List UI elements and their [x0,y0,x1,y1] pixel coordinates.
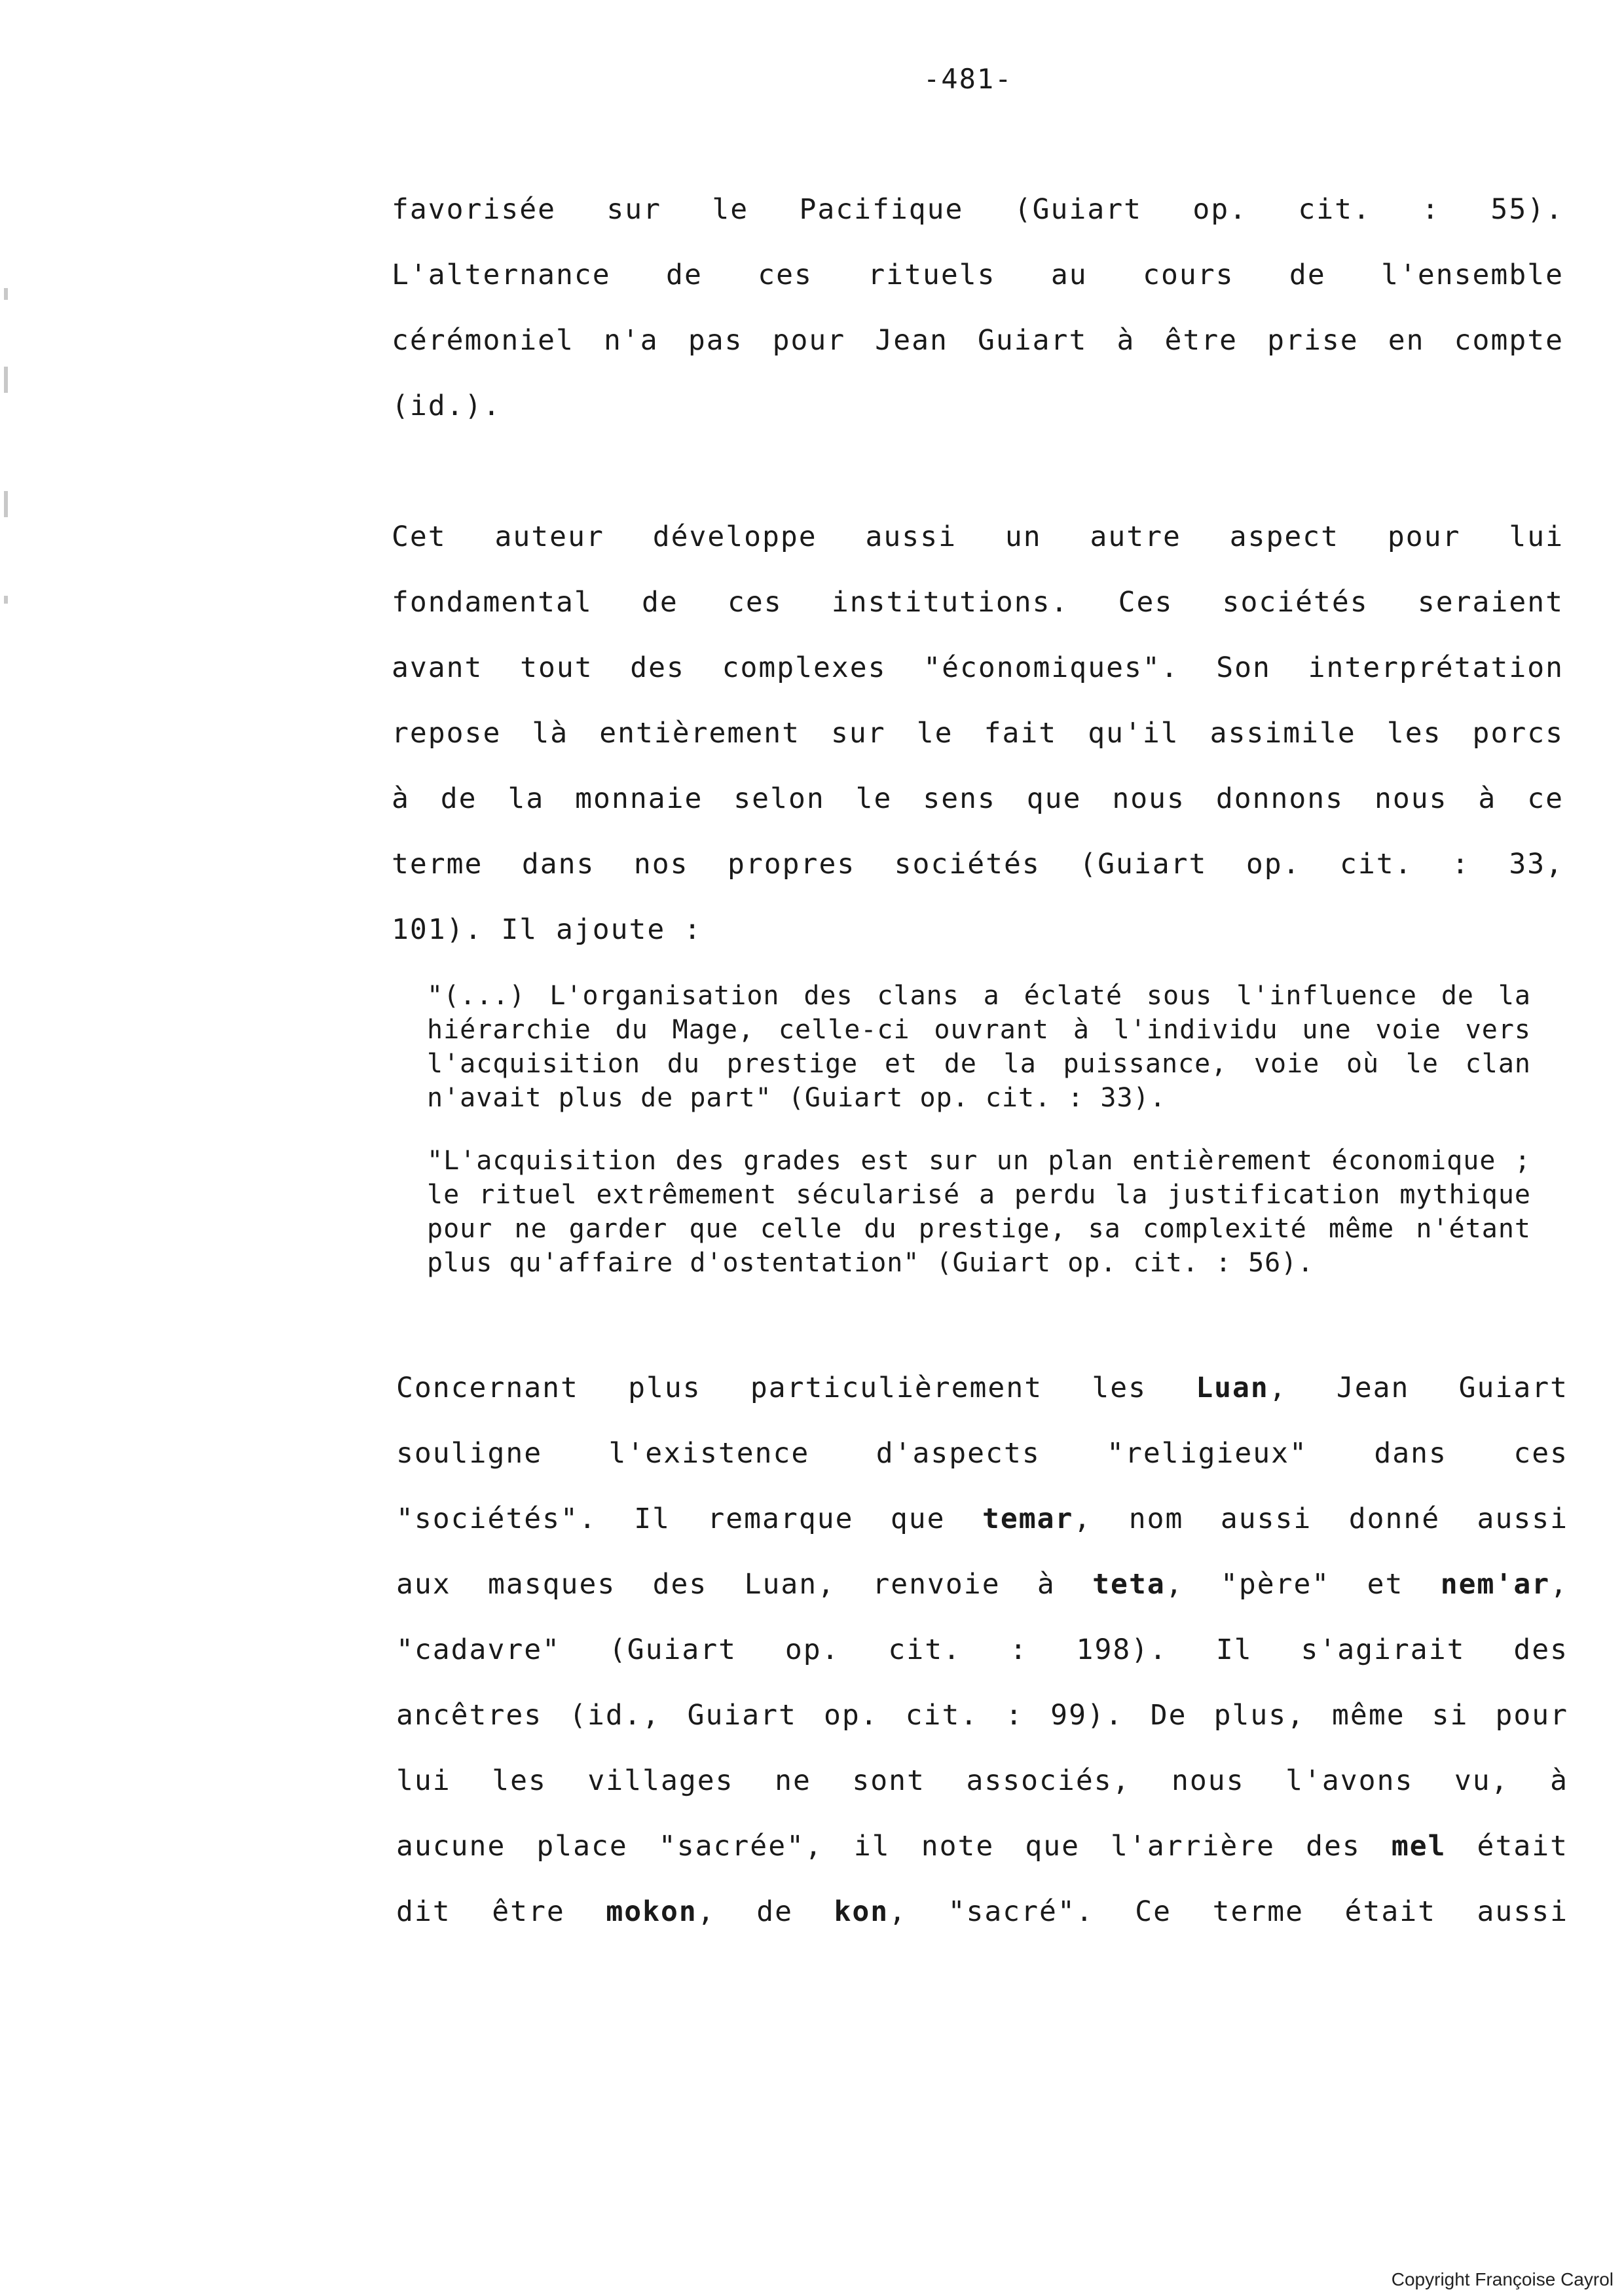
quote-line: pour ne garder que celle du prestige, sa complexité même n'étant [427,1214,1531,1244]
bold-term: mel [1391,1830,1447,1863]
text-line: souligne l'existence d'aspects "religieux" dans ces [396,1437,1568,1470]
text-run: Concernant plus particulièrement les [396,1372,1196,1404]
scan-mark [4,367,8,393]
text-line: Cet auteur développe aussi un autre aspect pour lui [392,520,1564,553]
bold-term: nem'ar [1440,1568,1551,1601]
text-run: , de [697,1895,834,1928]
text-line [396,1499,1568,1539]
text-line: 101). Il ajoute : [392,913,703,946]
bold-term: teta [1092,1568,1166,1601]
text-line [396,1892,1568,1931]
text-run: , nom aussi donné aussi [1073,1503,1568,1535]
quote-line: "(...) L'organisation des clans a éclaté sous l'influence de la [427,981,1531,1011]
text-line: fondamental de ces institutions. Ces sociétés seraient [392,586,1564,619]
bold-term: mokon [606,1895,697,1928]
text-line: avant tout des complexes "économiques". Son interprétation [392,651,1564,684]
text-line [396,1565,1568,1604]
page-number: -481- [923,63,1013,95]
text-run: dit être [396,1895,606,1928]
scan-mark [4,491,8,517]
quote-line: hiérarchie du Mage, celle-ci ouvrant à l'individu une voie vers [427,1015,1531,1045]
text-line [396,1368,1568,1408]
text-line: terme dans nos propres sociétés (Guiart op. cit. : 33, [392,848,1564,881]
scan-mark [4,288,8,300]
text-run: , "sacré". Ce terme était aussi [889,1895,1568,1928]
text-line: cérémoniel n'a pas pour Jean Guiart à être prise en compte [392,324,1564,357]
text-line: ancêtres (id., Guiart op. cit. : 99). De plus, même si pour [396,1699,1568,1732]
quote-line: le rituel extrêmement sécularisé a perdu la justification mythique [427,1180,1531,1210]
text-run: aucune place "sacrée", il note que l'arrière des [396,1830,1392,1863]
text-line: favorisée sur le Pacifique (Guiart op. cit. : 55). [392,193,1564,226]
text-line: L'alternance de ces rituels au cours de l'ensemble [392,259,1564,291]
text-run: "sociétés". Il remarque que [396,1503,982,1535]
bold-term: kon [834,1895,889,1928]
text-line: à de la monnaie selon le sens que nous donnons nous à ce [392,782,1564,815]
bold-term: temar [982,1503,1074,1535]
text-run: , "père" et [1165,1568,1441,1601]
copyright-notice: Copyright Françoise Cayrol [1391,2269,1614,2289]
text-line [396,1827,1568,1866]
text-run: était [1446,1830,1568,1863]
bold-term: Luan [1196,1372,1269,1404]
quote-line: "L'acquisition des grades est sur un plan entièrement économique ; [427,1146,1531,1176]
text-run: aux masques des Luan, renvoie à [396,1568,1093,1601]
quote-line: plus qu'affaire d'ostentation" (Guiart op. cit. : 56). [427,1248,1314,1278]
text-line: repose là entièrement sur le fait qu'il assimile les porcs [392,717,1564,750]
quote-line: n'avait plus de part" (Guiart op. cit. : 33). [427,1083,1166,1113]
text-line: "cadavre" (Guiart op. cit. : 198). Il s'agirait des [396,1633,1568,1666]
scan-mark [4,596,8,604]
text-line: (id.). [392,390,502,422]
text-line: lui les villages ne sont associés, nous l'avons vu, à [396,1764,1568,1797]
text-run: , [1550,1568,1568,1601]
quote-line: l'acquisition du prestige et de la puissance, voie où le clan [427,1049,1531,1079]
text-run: , Jean Guiart [1268,1372,1568,1404]
